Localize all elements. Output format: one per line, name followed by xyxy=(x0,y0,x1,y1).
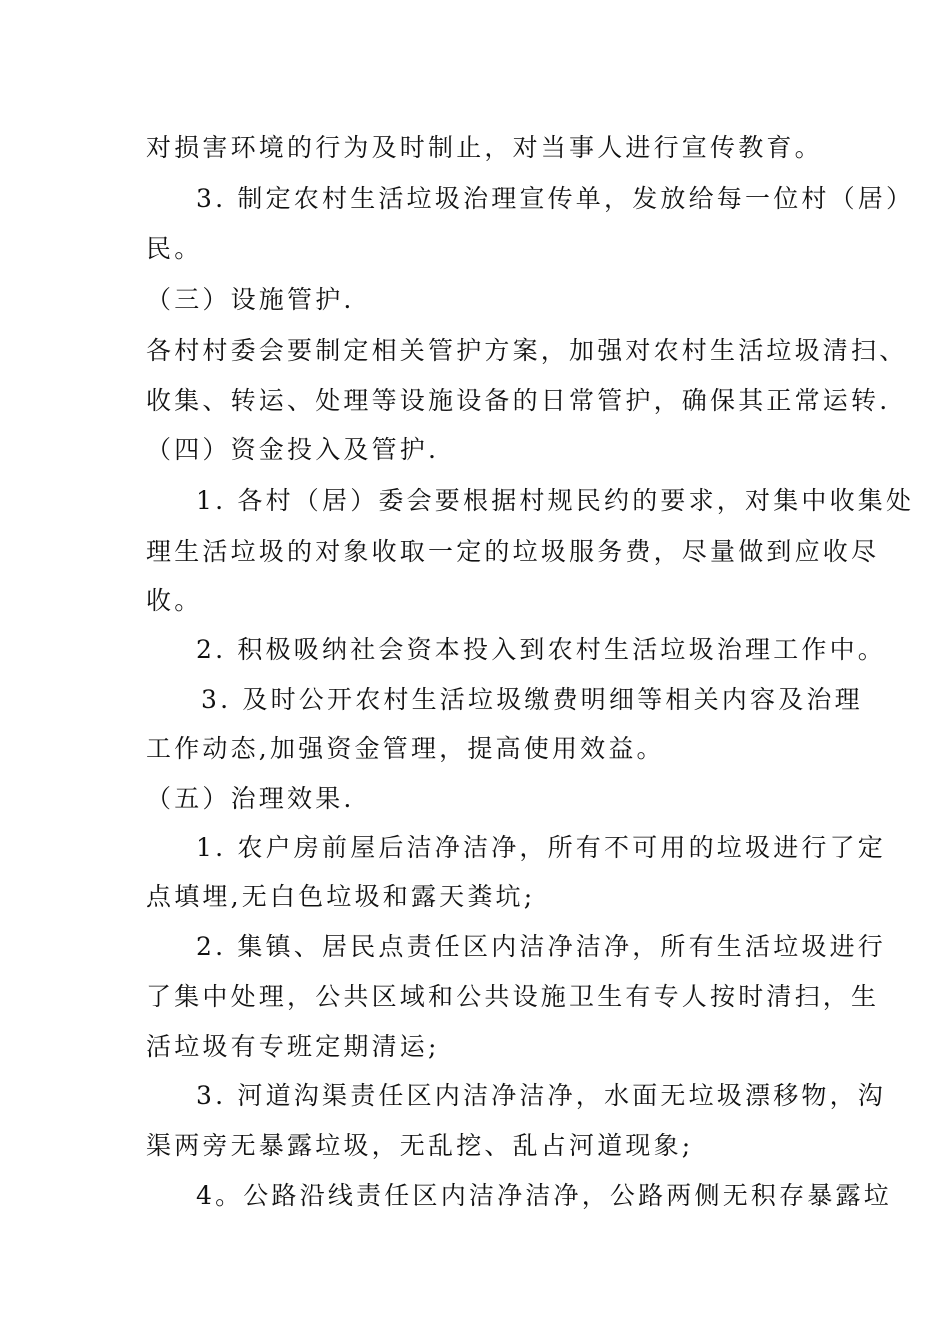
paragraph-line: 点填埋,无白色垃圾和露天粪坑; xyxy=(146,882,536,911)
paragraph-line: 对损害环境的行为及时制止，对当事人进行宣传教育。 xyxy=(146,133,823,162)
section-heading: （五）治理效果. xyxy=(146,784,355,813)
paragraph-line: 1. 农户房前屋后洁净洁净，所有不可用的垃圾进行了定 xyxy=(196,833,887,862)
paragraph-line: 收。 xyxy=(146,586,203,615)
paragraph-line: 2. 集镇、居民点责任区内洁净洁净，所有生活垃圾进行 xyxy=(196,932,887,961)
paragraph-line: 理生活垃圾的对象收取一定的垃圾服务费，尽量做到应收尽 xyxy=(146,537,880,566)
paragraph-line: 4。公路沿线责任区内洁净洁净，公路两侧无积存暴露垃 xyxy=(196,1181,892,1210)
section-heading: （四）资金投入及管护. xyxy=(146,435,440,464)
paragraph-line: 1. 各村（居）委会要根据村规民约的要求，对集中收集处 xyxy=(196,486,915,515)
section-heading: （三）设施管护. xyxy=(146,285,355,314)
paragraph-line: 收集、转运、处理等设施设备的日常管护，确保其正常运转. xyxy=(146,386,891,415)
paragraph-line: 3. 及时公开农村生活垃圾缴费明细等相关内容及治理 xyxy=(201,685,863,714)
paragraph-line: 渠两旁无暴露垃圾，无乱挖、乱占河道现象; xyxy=(146,1131,694,1160)
paragraph-line: 各村村委会要制定相关管护方案，加强对农村生活垃圾清扫、 xyxy=(146,336,908,365)
paragraph-line: 工作动态,加强资金管理，提高使用效益。 xyxy=(146,734,665,763)
paragraph-line: 2. 积极吸纳社会资本投入到农村生活垃圾治理工作中。 xyxy=(196,635,887,664)
paragraph-line: 3. 河道沟渠责任区内洁净洁净，水面无垃圾漂移物，沟 xyxy=(196,1081,887,1110)
paragraph-line: 民。 xyxy=(146,234,203,263)
paragraph-line: 活垃圾有专班定期清运; xyxy=(146,1032,440,1061)
paragraph-line: 了集中处理，公共区域和公共设施卫生有专人按时清扫，生 xyxy=(146,982,880,1011)
paragraph-line: 3. 制定农村生活垃圾治理宣传单，发放给每一位村（居） xyxy=(196,184,915,213)
